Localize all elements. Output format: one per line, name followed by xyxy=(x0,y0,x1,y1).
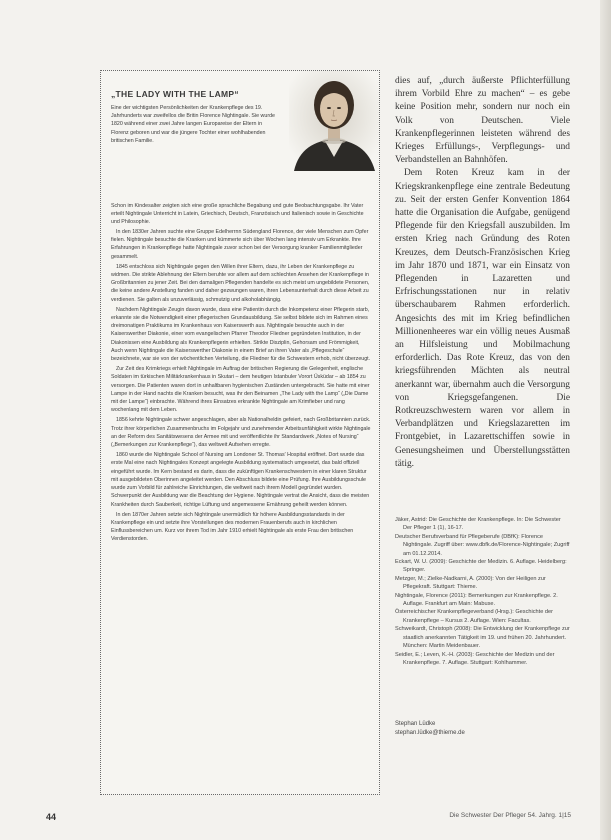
portrait-illustration xyxy=(289,71,379,171)
author-name: Stephan Lüdke xyxy=(395,721,436,727)
reference-item: Nightingale, Florence (2011): Bemerkungen zur Krankenpflege. 2. Auflage. Frankfurt am Main: Mabuse. xyxy=(395,592,558,608)
page-edge-shadow xyxy=(600,0,611,840)
page-number: 44 xyxy=(46,812,57,822)
box-paragraph: In den 1870er Jahren setzte sich Nightingale unermüdlich für höhere Ausbildungsstandards in der Krankenpflege ein und setzte ihre Vorstellungen des modernen Frauenberufs auch in kirchlichen Einflussbereichen um. Kurz vor ihrem Tod im Jahr 1910 erhielt Nightingale als erste Frau den britischen Verdienstorden. xyxy=(111,511,354,543)
reference-item: Seidler, E.; Leven, K.-H. (2003): Geschichte der Medizin und der Krankenpflege. 7. Auflage. Stuttgart: Kohlhammer. xyxy=(395,651,555,666)
box-body xyxy=(111,228,371,546)
body-paragraph: dies auf, „durch äußerste Pflichterfüllung ihrem Vorbild Ehre zu machen“ – es gebe keine Position mehr, sondern nur noch ein Volk von Deutschen. Viele Krankenpflegerinnen leisteten während des Krieges Erfüllungs-, Verpflegungs- und Verbandstellen an Bahnhöfen. xyxy=(395,76,570,166)
author-email[interactable]: stephan.lüdke@thieme.de xyxy=(395,730,465,736)
box-intro-continued: Schon im Kindesalter zeigten sich eine große sprachliche Begabung und gute Beobachtungsgabe. Ihr Vater erteilt Nightingale Unterricht in Latein, Griechisch, Deutsch, Französisch und Italienisch sowie in Geschichte und Philosophie. xyxy=(111,203,364,226)
body-paragraph: Dem Roten Kreuz kam in der Kriegskrankenpflege eine zentrale Bedeutung zu. Seit der ersten Genfer Konvention 1864 hatte die Organisation die Aufgabe, genügend Pflegende für den Kriegsfall auszubilden. Im ersten Krieg nach Gründung des Roten Kreuzes, dem Deutsch-Französischen Krieg im Jahr 1870 und 1871, war ein Einsatz von Pflegenden in Lazaretten und Erfrischungsstationen nur in relativ überschaubarem Rahmen erforderlich. Angesichts des mit im Krieg befindlichen Millionenheeres war ein völlig neues Ausmaß an Hilfsleistung und Mobilmachung erforderlich. Das Rote Kreuz, das von den kriegsführenden Mächten als neutral anerkannt war, übernahm auch die Versorgung von Kriegsgefangenen. Die Rotkreuzschwestern waren vor allem in Verbandplätzen und Kriegslazaretten im Frontgebiet, in Lazarettschiffen sowie in Genesungsheimen und Überstellungsstätten tätig. xyxy=(395,168,570,469)
reference-item: Metzger, M.; Zielke-Nadkarni, A. (2000): Von der Heiligen zur Pflegekraft. Stuttgart: Thieme. xyxy=(395,575,546,591)
reference-item: Jäker, Astrid: Die Geschichte der Krankenpflege. In: Die Schwester Der Pfleger 1 (1), 16-17. xyxy=(395,517,561,532)
box-paragraph: In den 1830er Jahren suchte eine Gruppe Edelherrnn Südengland Florence, der viele Menschen zum Opfer fielen. Nightingale besuchte die Kranken und kümmerte sich über Wochen lang intensiv um Erkrankte. Ihre Erfahrungen in Krankenpflege hatte Nightingale zuvor schon bei der Versorgung kranker Familienmitglieder gesammelt. xyxy=(111,229,369,260)
box-intro: Eine der wichtigsten Persönlichkeiten der Krankenpflege des 19. Jahrhunderts war zweifellos die Britin Florence Nightingale. Sie wurde 1820 während einer zwei Jahre langen Europareise der Eltern in Florenz geboren und war die jüngere Tochter einer wohlhabenden britischen Familie. xyxy=(111,105,275,144)
box-paragraph: 1845 entschloss sich Nightingale gegen den Willen ihrer Eltern, dazu, ihr Leben der Krankenpflege zu widmen. Die strikte Ablehnung der Eltern beruhte vor allem auf dem schlechten Ansehen der Krankenpflege in Großbritannien zu jener Zeit. Bei den damaligen Pflegenden handelte es sich meist um ungebildete Personen, die keine andere Anstellung fanden und daher gezwungen waren, ihren Lebensunterhalt durch diese Arbeit zu verdienen. Sie galten als unzuverlässig, schmutzig und alkoholabhängig. xyxy=(111,263,370,303)
journal-footer: Die Schwester Der Pfleger 54. Jahrg. 1|15 xyxy=(449,812,571,819)
main-column-text xyxy=(395,75,570,471)
sidebar-box xyxy=(100,70,380,795)
references-list xyxy=(395,516,570,667)
box-title: „THE LADY WITH THE LAMP“ xyxy=(111,89,239,99)
reference-item: Eckart, W. U. (2009): Geschichte der Medizin. 6. Auflage. Heidelberg: Springer. xyxy=(395,559,567,574)
box-paragraph: Zur Zeit des Krimkriegs erhielt Nightingale im Auftrag der britischen Regierung die Gelegenheit, englische Soldaten im türkischen Militärkrankenhaus in Skutari – dem heutigen Istanbuler Vorort Üsküdar – ab 1854 zu versorgen. Die Patienten waren dort in unhaltbaren hygienischen Zuständen untergebracht. Sie hatte mit einer Lampe in der Hand nachts die Kranken besucht, was ihr den Beinamen „The Lady with the Lamp“ („Die Dame mit der Lampe“) einbrachte. Während ihres Einsatzes erkrankte Nightingale am Krimfieber und rang wochenlang mit dem Leben. xyxy=(111,366,370,414)
box-paragraph: 1860 wurde die Nightingale School of Nursing am Londoner St. Thomas' Hospital eröffnet. Dort wurde das erste Mal eine nach Nightingales Konzept angelegte Ausbildung systematisch umgesetzt, das bald offiziell eingeführt wurde. Im Kern bestand es darin, dass die zukünftigen Krankenschwestern in einer klaren Struktur mit ausgebildeten Oberinnen angeleitet werden. Den Abschluss bildete eine Prüfung. Ihre Ausbildungsschule wurde zum Vorbild für zahlreiche Einrichtungen, die weltweit nach ihrem Modell gegründet wurden. Schwerpunkt der Ausbildung war die Beachtung der Hygiene. Nightingale vertrat die Ansicht, dass die meisten Krankheiten durch Sauberkeit, richtige Lüftung und angemessene Ernährung geheilt werden können. xyxy=(111,452,370,508)
box-paragraph: Nachdem Nightingale Zeugin davon wurde, dass eine Patientin durch die Inkompetenz einer Pflegerin starb, erkannte sie die Notwendigkeit einer pflegerischen Grundausbildung. Sie selbst bildete sich im Rahmen eines dreimonatigen Praktikums im Krankenhaus von Kaiserswerth aus. Nightingale besuchte auch in der Kaiserswerther Diakonie, einer vom evangelischen Pfarrer Theodor Fliedner gegründeten Institution, in der Diakonissen eine Ausbildung als Krankenpflegerin erhielten. Strikte Disziplin, Gehorsam und Frömmigkeit, Auch wenn Nightingale die Kaiserswerther Diakonie in einem Brief an ihren Vater als „Pflegeschule“ bezeichnete, war sie von der wöchentlichen Verteilung, die Fliedner für die Schwestern erhob, nicht überzeugt. xyxy=(111,306,371,363)
author-info xyxy=(395,720,570,738)
box-paragraph: 1856 kehrte Nightingale schwer angeschlagen, aber als Nationalheldin gefeiert, nach Großbritannien zurück. Trotz ihrer körperlichen Zusammenbruchs im Folgejahr und zunehmender Arbeitsunfähigkeit wirkte Nightingale an der Reform des Sanitätswesens der Armee mit und veröffentlichte ihr Standardwerk „Notes of Nursing“ („Bemerkungen zur Krankenpflege“), das weltweit Aufsehen erregte. xyxy=(111,417,371,449)
reference-item: Schweikardt, Christoph (2008): Die Entwicklung der Krankenpflege zur staatlich anerkannten Tätigkeit im 19. und frühen 20. Jahrhundert. München: Martin Meidenbauer. xyxy=(395,626,570,650)
reference-item: Österreichischer Krankenpflegeverband (Hrsg.): Geschichte der Krankenpflege – Kursus 2. Auflage. Wien: Facultas. xyxy=(395,609,553,624)
reference-item: Deutscher Berufsverband für Pflegeberufe (DBfK): Florence Nightingale. Zugriff über: www.dbfk.de/Florence-Nightingale; Zugriff am 01.12.2014. xyxy=(395,533,570,557)
